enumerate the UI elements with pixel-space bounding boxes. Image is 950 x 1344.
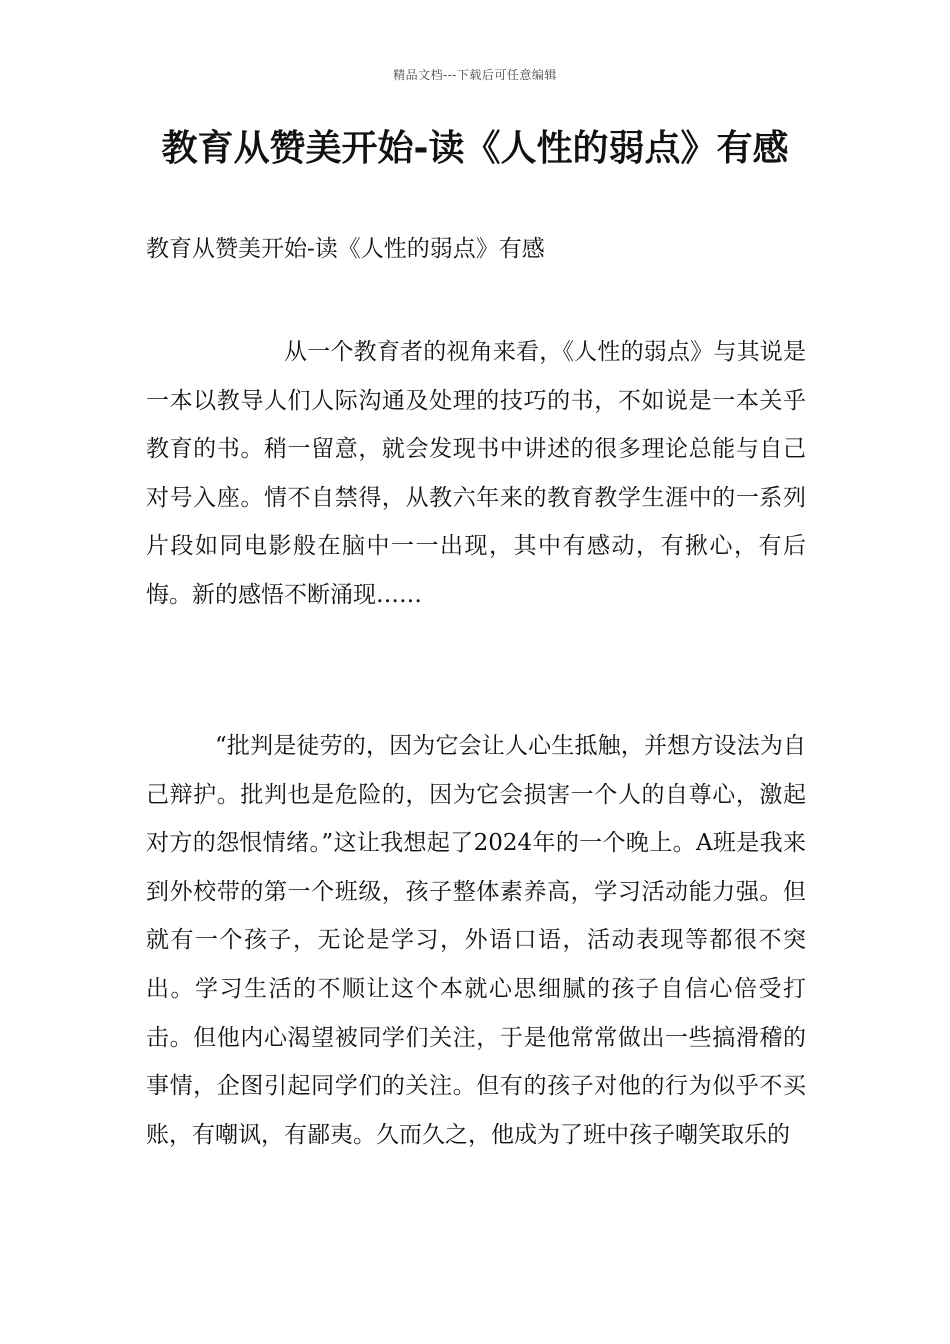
paragraph-2: “批判是徒劳的，因为它会让人心生抵触，并想方设法为自己辩护。批判也是危险的，因为它会损害一个人的自尊心，激起对方的怨恨情绪。”这让我想起了2024年的一个晚上。A班是我来到外校带的第一个班级，孩子整体素养高，学习活动能力强。但就有一个孩子，无论是学习，外语口语，活动表现等都很不突出。学习生活的不顺让这个本就心思细腻的孩子自信心倍受打击。但他内心渴望被同学们关注，于是他常常做出一些搞滑稽的事情，企图引起同学们的关注。但有的孩子对他的行为似乎不买账，有嘲讽，有鄙夷。久而久之，他成为了班中孩子嘲笑取乐的 xyxy=(146,733,806,1148)
document-title: 教育从赞美开始-读《人性的弱点》有感 xyxy=(161,128,789,169)
paragraph-1: 从一个教育者的视角来看，《人性的弱点》与其说是一本以教导人们人际沟通及处理的技巧的书，不如说是一本关乎教育的书。稍一留意，就会发现书中讲述的很多理论总能与自己对号入座。情不自禁得，从教六年来的教育教学生涯中的一系列片段如同电影般在脑中一一出现，其中有感动，有揪心，有后悔。新的感悟不断涌现…… xyxy=(146,339,806,608)
header-note: 精品文档---下载后可任意编辑 xyxy=(393,68,557,82)
document-subtitle: 教育从赞美开始-读《人性的弱点》有感 xyxy=(146,236,545,262)
